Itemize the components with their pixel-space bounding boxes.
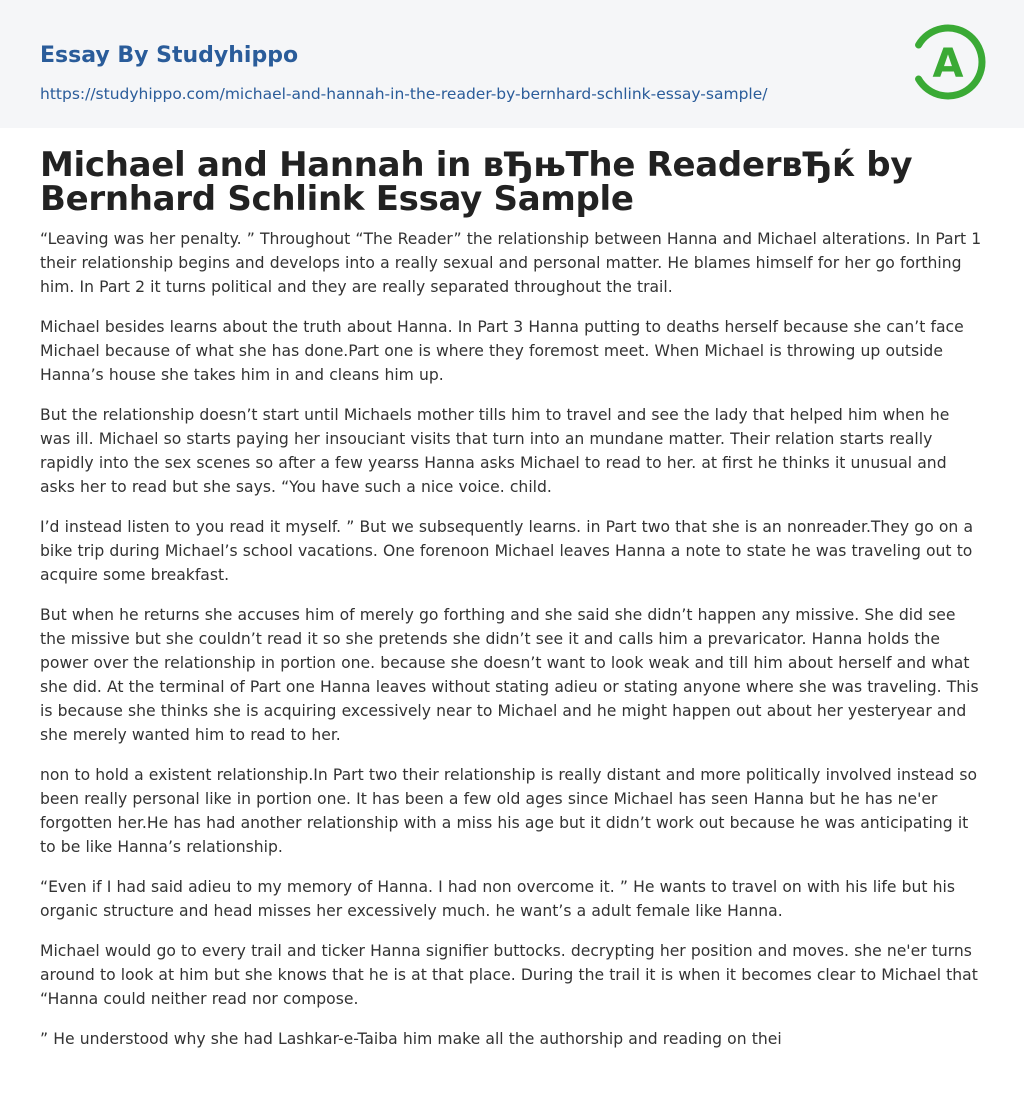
site-title[interactable]: Essay By Studyhippo — [40, 43, 299, 68]
article-paragraph: Michael besides learns about the truth about Hanna. In Part 3 Hanna putting to deaths herself because she can’t face Michael because of what she has done.Part one is where they foremost meet. When Michael is throwing up outside Hanna’s house she takes him in and cleans him up. — [40, 318, 964, 384]
article-body — [0, 145, 1024, 1051]
article-paragraph: ” He understood why she had Lashkar-e-Taiba him make all the authorship and reading on thei — [40, 1030, 782, 1048]
logo-letter: A — [932, 41, 964, 87]
article-url-link[interactable]: https://studyhippo.com/michael-and-hannah-in-the-reader-by-bernhard-schlink-essay-sample/ — [40, 85, 768, 103]
article-paragraph: non to hold a existent relationship.In Part two their relationship is really distant and more politically involved instead so been really personal like in portion one. It has been a few old ages since Michael has seen Hanna but he has ne'er forgotten her.He has had another relationship with a miss his age but it didn’t work out because he was anticipating it to be like Hanna’s relationship. — [40, 766, 978, 856]
article-paragraph: But the relationship doesn’t start until Michaels mother tills him to travel and see the lady that helped him when he was ill. Michael so starts paying her insouciant visits that turn into an mundane matter. Their relation starts really rapidly into the sex scenes so after a few yearss Hanna asks Michael to read to her. at first he thinks it unusual and asks her to read but she says. “You have such a nice voice. child. — [40, 406, 950, 496]
page-title: Michael and Hannah in вЂњThe ReaderвЂќ by Bernhard Schlink Essay Sample — [40, 145, 913, 219]
article-paragraph: “Even if I had said adieu to my memory of Hanna. I had non overcome it. ” He wants to travel on with his life but his organic structure and head misses her excessively much. he want’s a adult female like Hanna. — [40, 878, 955, 920]
studyhippo-logo-icon[interactable] — [914, 18, 986, 106]
article-paragraph: But when he returns she accuses him of merely go forthing and she said she didn’t happen any missive. She did see the missive but she couldn’t read it so she pretends she didn’t see it and calls him a prevaricator. Hanna holds the power over the relationship in portion one. because she doesn’t want to look weak and till him about herself and what she did. At the terminal of Part one Hanna leaves without stating adieu or stating anyone where she was traveling. This is because she thinks she is acquiring excessively near to Michael and he might happen out about her yesteryear and she merely wanted him to read to her. — [40, 606, 979, 744]
article-paragraph: I’d instead listen to you read it myself. ” But we subsequently learns. in Part two that she is an nonreader.They go on a bike trip during Michael’s school vacations. One forenoon Michael leaves Hanna a note to state he was traveling out to acquire some breakfast. — [40, 518, 974, 584]
article-paragraph: “Leaving was her penalty. ” Throughout “The Reader” the relationship between Hanna and Michael alterations. In Part 1 their relationship begins and develops into a really sexual and personal matter. He blames himself for her go forthing him. In Part 2 it turns political and they are really separated throughout the trail. — [40, 230, 982, 296]
site-header — [0, 0, 1024, 128]
article-paragraph: Michael would go to every trail and ticker Hanna signifier buttocks. decrypting her position and moves. she ne'er turns around to look at him but she knows that he is at that place. During the trail it is when it becomes clear to Michael that “Hanna could neither read nor compose. — [40, 942, 978, 1008]
